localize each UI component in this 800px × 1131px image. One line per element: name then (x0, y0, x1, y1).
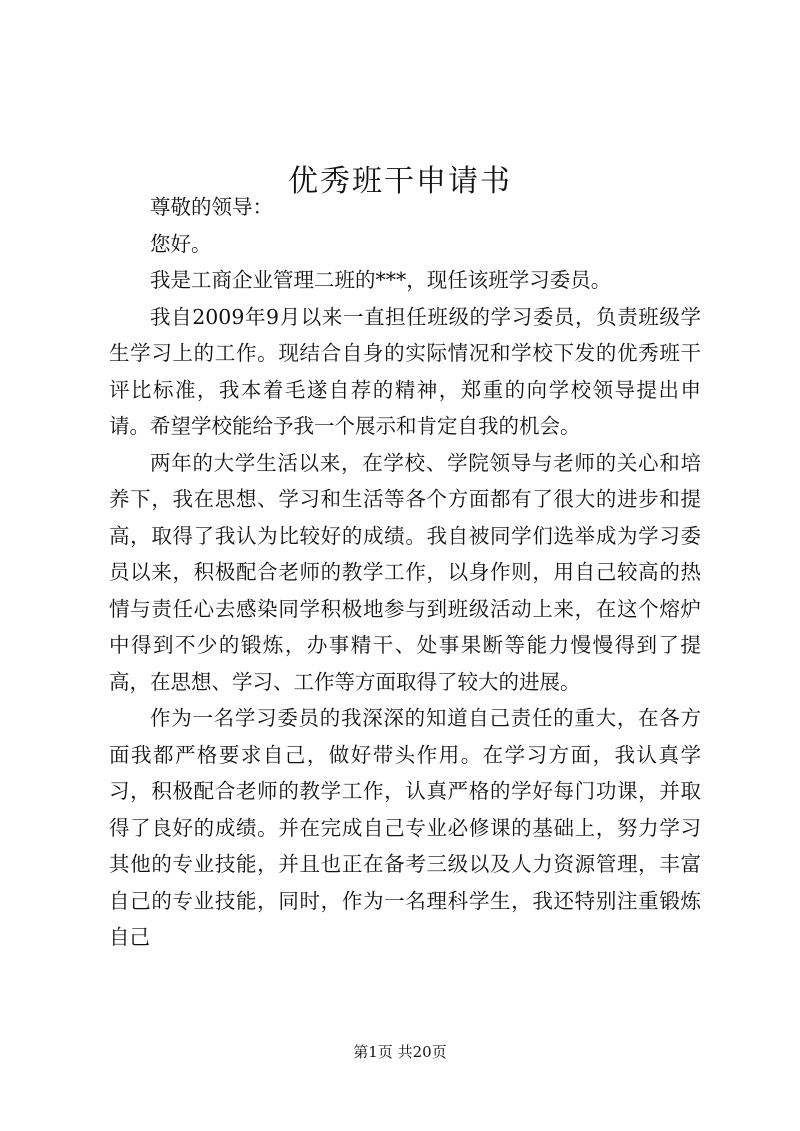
paragraph-responsibility: 作为一名学习委员的我深深的知道自己责任的重大，在各方面我都严格要求自己，做好带头作用。在学习方面，我认真学习，积极配合老师的教学工作，认真严格的学好每门功课，并取得了良好的成绩。并在完成自己专业必修课的基础上，努力学习其他的专业技能，并且也正在备考三级以及人力资源管理，丰富自己的专业技能，同时，作为一名理科学生，我还特别注重锻炼自己 (109, 706, 701, 949)
letter-body (109, 189, 701, 956)
greeting: 您好。 (150, 231, 212, 256)
paragraph-experience: 两年的大学生活以来，在学校、学院领导与老师的关心和培养下，我在思想、学习和生活等各个方面都有了很大的进步和提高，取得了我认为比较好的成绩。我自被同学们选举成为学习委员以来，积极配合老师的教学工作，以身作则，用自己较高的热情与责任心去感染同学积极地参与到班级活动上来，在这个熔炉中得到不少的锻炼，办事精干、处事果断等能力慢慢得到了提高，在思想、学习、工作等方面取得了较大的进展。 (109, 450, 701, 694)
page-number: 第1页 共20页 (353, 1043, 447, 1061)
paragraph-intro: 我是工商企业管理二班的***，现任该班学习委员。 (150, 268, 612, 292)
paragraph-application: 我自2009年9月以来一直担任班级的学习委员，负责班级学生学习上的工作。现结合自身的实际情况和学校下发的优秀班干评比标准，我本着毛遂自荐的精神，郑重的向学校领导提出申请。希望学校能给予我一个展示和肯定自我的机会。 (109, 304, 701, 438)
page-title: 优秀班干申请书 (288, 164, 512, 200)
salutation: 尊敬的领导： (150, 195, 273, 219)
